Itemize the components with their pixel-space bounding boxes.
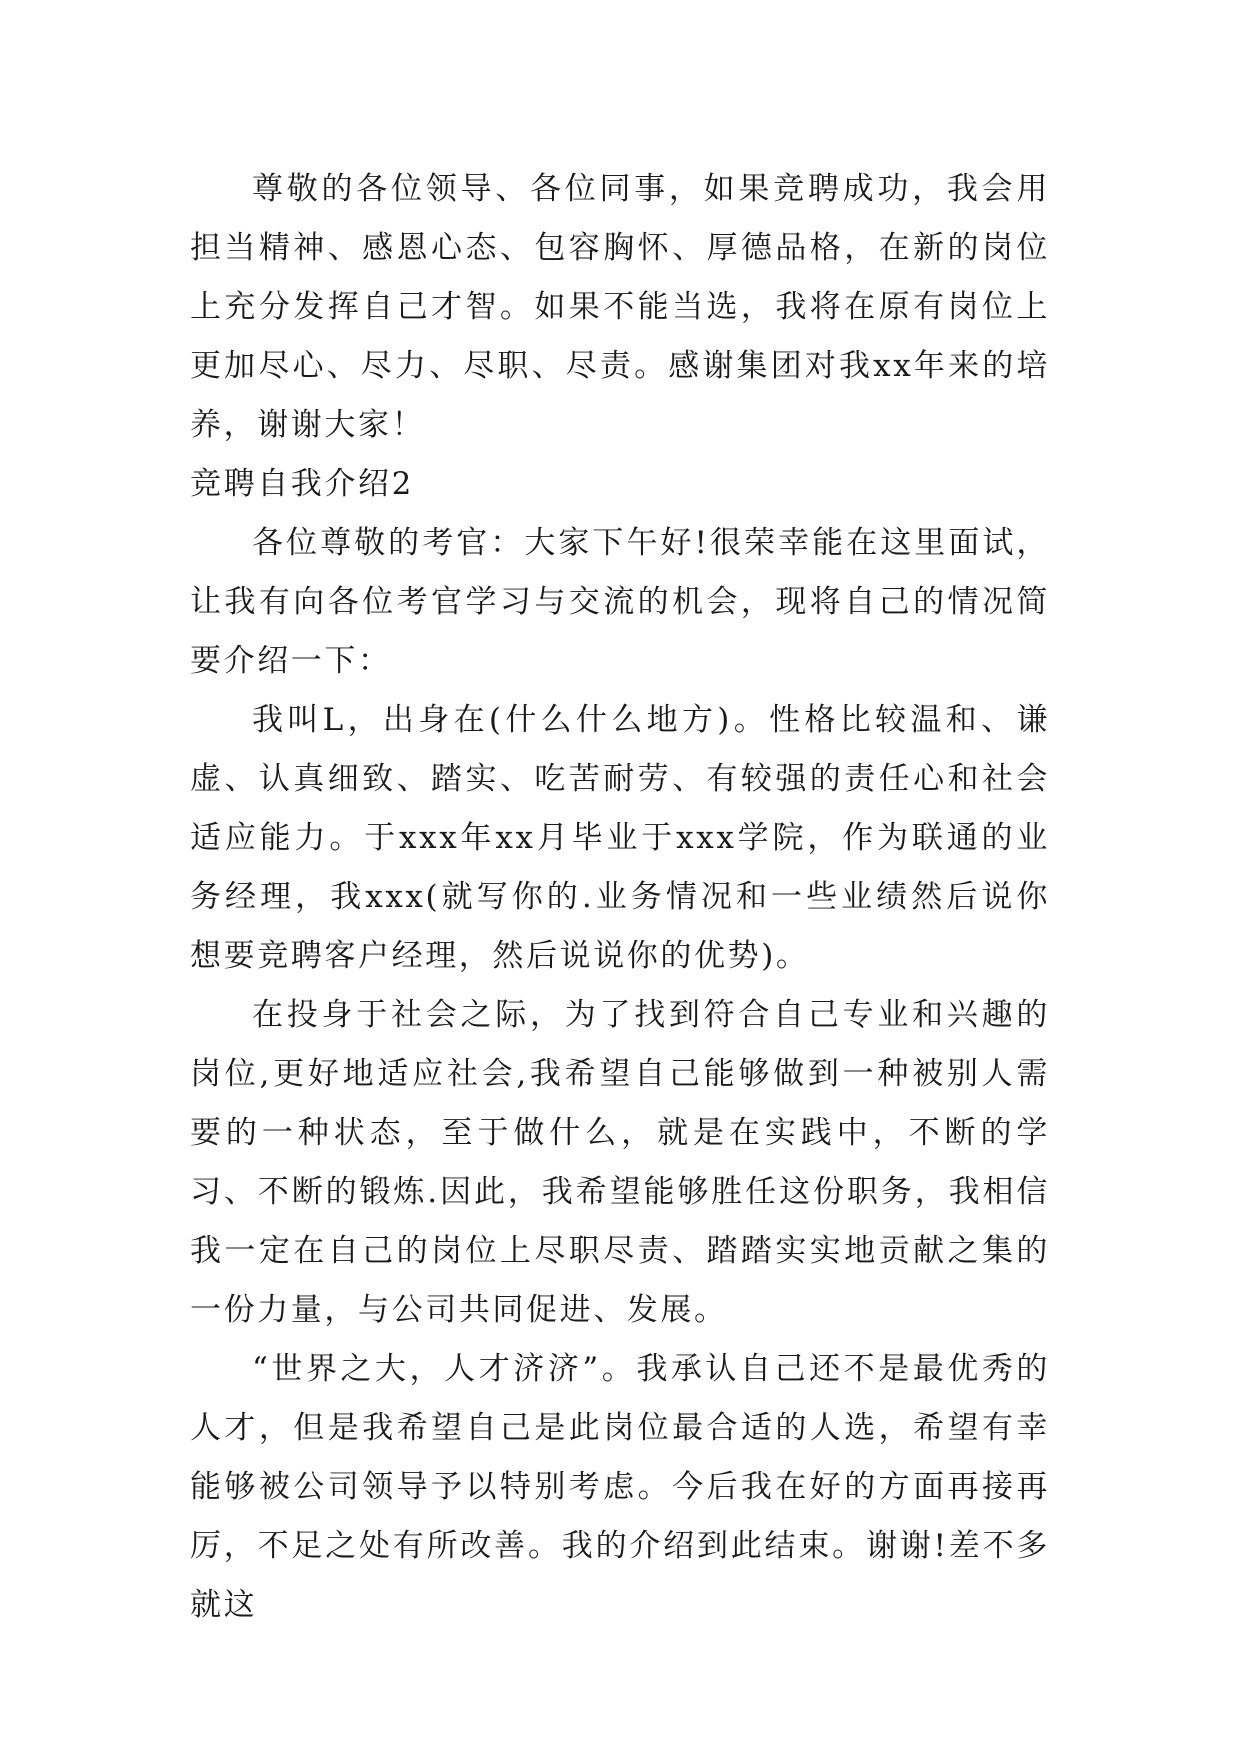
self-intro-paragraph: 我叫L，出身在(什么什么地方)。性格比较温和、谦虚、认真细致、踏实、吃苦耐劳、有较强的责任心和社会适应能力。于xxx年xx月毕业于xxx学院，作为联通的业务经理，我xxx(就写你的.业务情况和一些业绩然后说你想要竞聘客户经理，然后说说你的优势)。	[190, 702, 1050, 974]
motivation-paragraph: 在投身于社会之际，为了找到符合自己专业和兴趣的岗位,更好地适应社会,我希望自己能够做到一种被别人需要的一种状态，至于做什么，就是在实践中，不断的学习、不断的锻炼.因此，我希望能够胜任这份职务，我相信我一定在自己的岗位上尽职尽责、踏踏实实地贡献之集的一份力量，与公司共同促进、发展。	[190, 997, 1050, 1328]
conclusion-paragraph: “世界之大，人才济济”。我承认自己还不是最优秀的人才，但是我希望自己是此岗位最合适的人选，希望有幸能够被公司领导予以特别考虑。今后我在好的方面再接再厉，不足之处有所改善。我的介绍到此结束。谢谢!差不多就这	[190, 1351, 1050, 1623]
document-body	[190, 160, 1050, 1635]
closing-paragraph: 尊敬的各位领导、各位同事，如果竞聘成功，我会用担当精神、感恩心态、包容胸怀、厚德品格，在新的岗位上充分发挥自己才智。如果不能当选，我将在原有岗位上更加尽心、尽力、尽职、尽责。感谢集团对我xx年来的培养，谢谢大家！	[190, 171, 1050, 443]
greeting-paragraph: 各位尊敬的考官：大家下午好!很荣幸能在这里面试，让我有向各位考官学习与交流的机会，现将自己的情况简要介绍一下：	[190, 525, 1050, 679]
section-heading: 竞聘自我介绍2	[190, 466, 414, 502]
